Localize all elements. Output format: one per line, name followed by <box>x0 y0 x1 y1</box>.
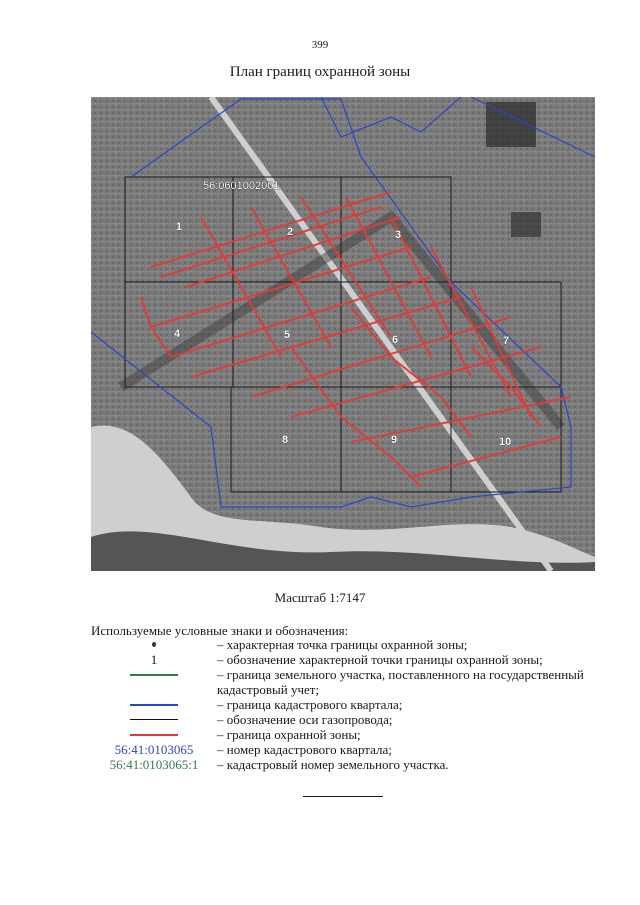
map-block-number: 7 <box>503 335 510 347</box>
legend-item-text: – граница кадастрового квартала; <box>217 697 403 712</box>
legend-item <box>91 652 611 667</box>
legend-item-text: – обозначение характерной точки границы охранной зоны; <box>217 652 543 667</box>
legend-item-text: – характерная точка границы охранной зоны; <box>217 637 468 652</box>
legend-item <box>91 697 611 712</box>
legend-item-text: – обозначение оси газопровода; <box>217 712 393 727</box>
building-cluster <box>511 212 541 237</box>
legend-title: Используемые условные знаки и обозначения: <box>91 623 349 638</box>
map-scale: Масштаб 1:7147 <box>274 590 366 605</box>
legend <box>91 637 611 772</box>
legend-item <box>91 667 611 697</box>
quarter-line-icon <box>91 697 217 712</box>
pipeline-axis-icon <box>91 712 217 727</box>
map-block-number: 3 <box>395 229 402 241</box>
legend-item <box>91 637 611 652</box>
map-block-number: 9 <box>391 434 398 446</box>
aerial-map <box>91 97 595 571</box>
quarter-number-symbol: 56:41:0103065 <box>114 742 194 757</box>
map-block-number: 5 <box>284 329 291 341</box>
protection-zone-line-icon <box>91 727 217 742</box>
legend-item <box>91 712 611 727</box>
page-number: 399 <box>311 39 329 51</box>
map-block-number: 6 <box>392 334 399 346</box>
legend-item-text: – граница охранной зоны; <box>217 727 361 742</box>
legend-item-text: – номер кадастрового квартала; <box>217 742 392 757</box>
plot-number-symbol: 56:41:0103065:1 <box>109 757 199 772</box>
legend-item <box>91 742 611 757</box>
legend-item-text: – граница земельного участка, поставленного на государственный кадастровый учет; <box>217 667 584 697</box>
end-divider <box>303 796 383 797</box>
map-block-number: 4 <box>174 328 181 340</box>
map-block-number: 8 <box>282 434 289 446</box>
legend-item-text: – кадастровый номер земельного участка. <box>217 757 449 772</box>
map-quarter-label: 56:0601002001 <box>203 180 280 192</box>
land-plot-line-icon <box>91 667 217 682</box>
legend-item <box>91 757 611 772</box>
map-block-number: 2 <box>287 226 294 238</box>
point-number-symbol: 1 <box>150 652 158 667</box>
page-title: План границ охранной зоны <box>229 64 411 80</box>
legend-item <box>91 727 611 742</box>
map-block-number: 10 <box>499 436 512 448</box>
map-block-number: 1 <box>176 221 183 233</box>
map-image <box>91 97 595 571</box>
point-marker-icon <box>91 637 217 652</box>
